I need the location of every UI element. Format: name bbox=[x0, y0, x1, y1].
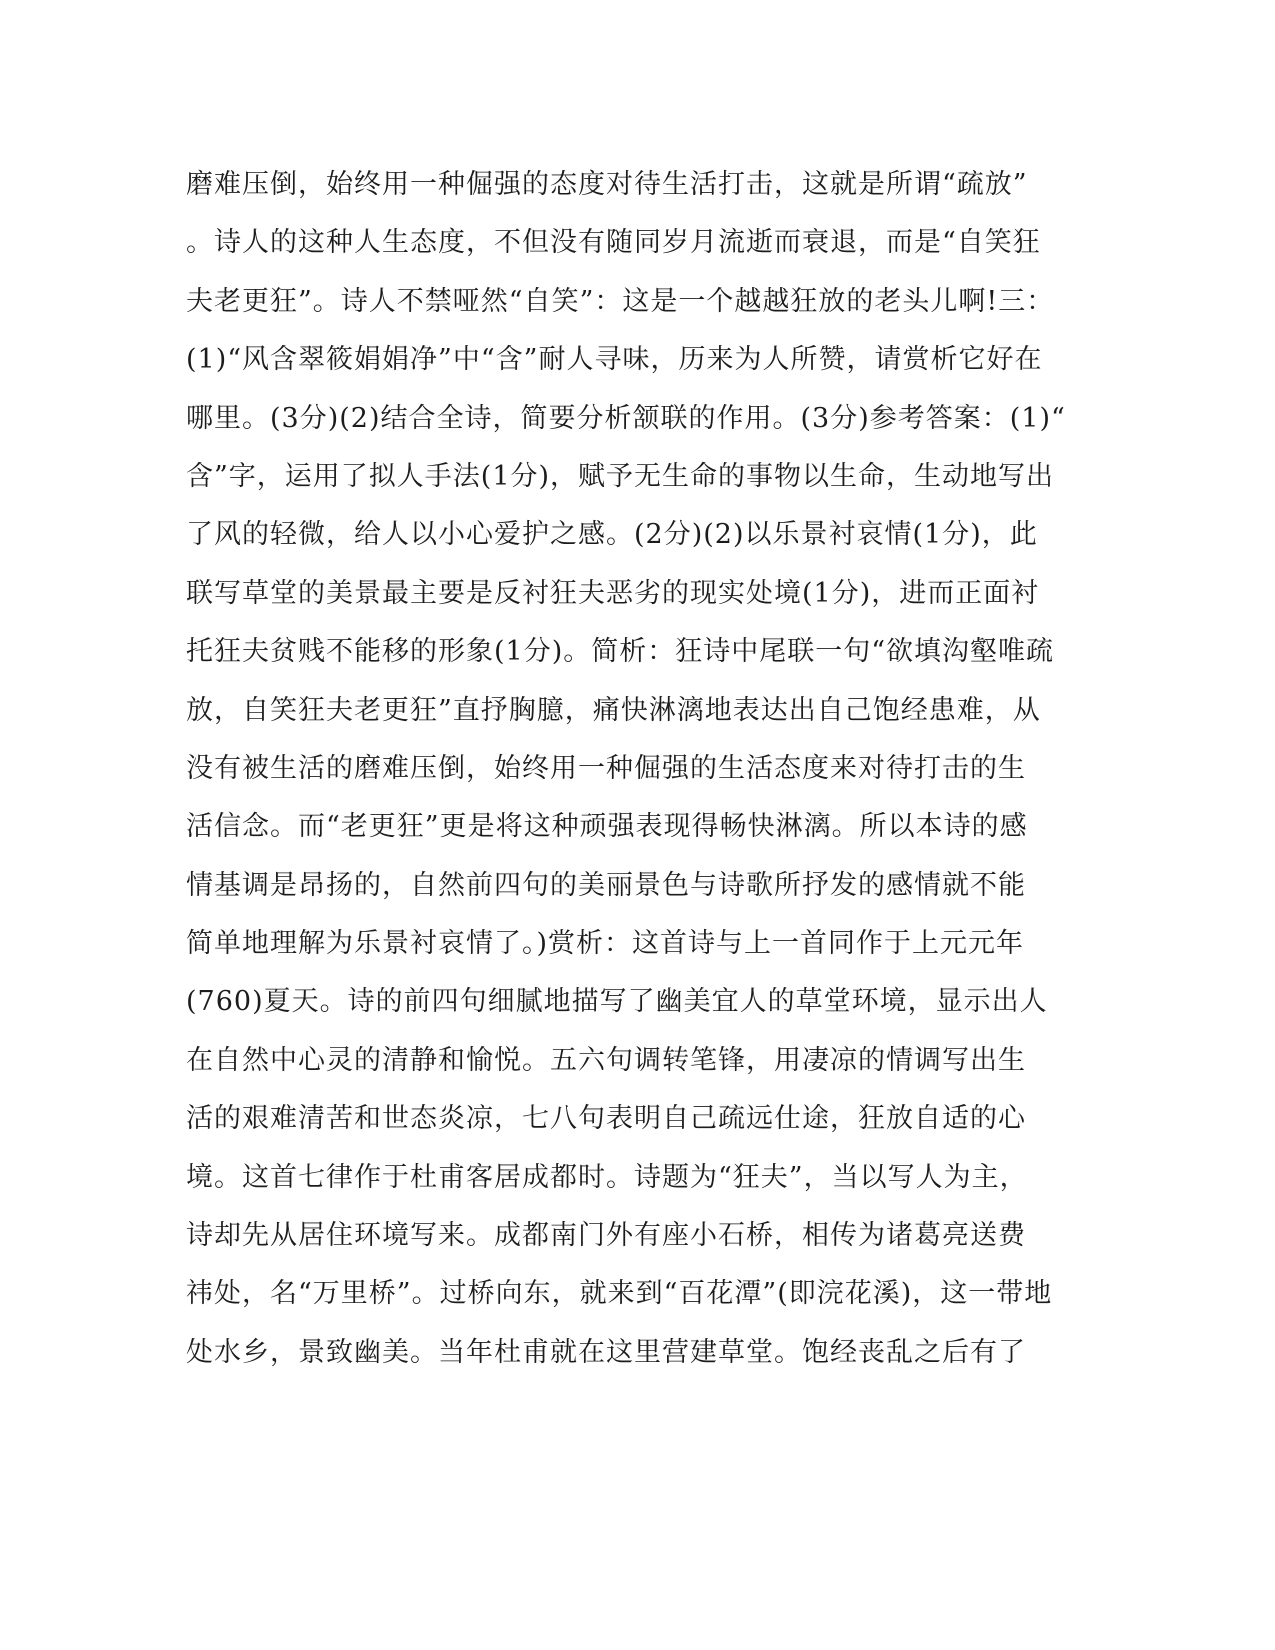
text-line: 含”字，运用了拟人手法(1分)，赋予无生命的事物以生命，生动地写出 bbox=[186, 460, 1055, 492]
text-line: 简单地理解为乐景衬哀情了。)赏析：这首诗与上一首同作于上元元年 bbox=[186, 928, 1025, 960]
text-line: 活信念。而“老更狂”更是将这种顽强表现得畅快淋漓。所以本诗的感 bbox=[186, 811, 1028, 843]
text-line: 活的艰难清苦和世态炎凉，七八句表明自己疏远仕途，狂放自适的心 bbox=[186, 1103, 1026, 1135]
text-line: 没有被生活的磨难压倒，始终用一种倔强的生活态度来对待打击的生 bbox=[186, 752, 1026, 784]
text-line: 境。这首七律作于杜甫客居成都时。诗题为“狂夫”，当以写人为主， bbox=[186, 1161, 1028, 1193]
text-line: 。诗人的这种人生态度，不但没有随同岁月流逝而衰退，而是“自笑狂 bbox=[186, 227, 1041, 259]
text-line: 祎处，名“万里桥”。过桥向东，就来到“百花潭”(即浣花溪)，这一带地 bbox=[186, 1278, 1053, 1310]
text-line: 联写草堂的美景最主要是反衬狂夫恶劣的现实处境(1分)，进而正面衬 bbox=[186, 577, 1040, 609]
text-line: 放，自笑狂夫老更狂”直抒胸臆，痛快淋漓地表达出自己饱经患难，从 bbox=[186, 694, 1041, 726]
text-line: 了风的轻微，给人以小心爱护之感。(2分)(2)以乐景衬哀情(1分)，此 bbox=[186, 519, 1038, 551]
text-line: 哪里。(3分)(2)结合全诗，简要分析颔联的作用。(3分)参考答案：(1)“ bbox=[186, 402, 1066, 434]
text-line: 磨难压倒，始终用一种倔强的态度对待生活打击，这就是所谓“疏放” bbox=[186, 169, 1028, 200]
text-line: (760)夏天。诗的前四句细腻地描写了幽美宜人的草堂环境，显示出人 bbox=[186, 986, 1048, 1018]
text-line: 诗却先从居住环境写来。成都南门外有座小石桥，相传为诸葛亮送费 bbox=[186, 1220, 1026, 1252]
text-line: (1)“风含翠筱娟娟净”中“含”耐人寻味，历来为人所赞，请赏析它好在 bbox=[186, 344, 1043, 376]
text-line: 在自然中心灵的清静和愉悦。五六句调转笔锋，用凄凉的情调写出生 bbox=[186, 1044, 1026, 1076]
text-line: 夫老更狂”。诗人不禁哑然“自笑”：这是一个越越狂放的老头儿啊!三： bbox=[186, 285, 1055, 317]
text-line: 情基调是昂扬的，自然前四句的美丽景色与诗歌所抒发的感情就不能 bbox=[186, 869, 1026, 901]
text-line: 处水乡，景致幽美。当年杜甫就在这里营建草堂。饱经丧乱之后有了 bbox=[186, 1336, 1026, 1368]
text-line: 托狂夫贫贱不能移的形象(1分)。简析：狂诗中尾联一句“欲填沟壑唯疏 bbox=[186, 636, 1055, 668]
body-text bbox=[186, 162, 1086, 1388]
